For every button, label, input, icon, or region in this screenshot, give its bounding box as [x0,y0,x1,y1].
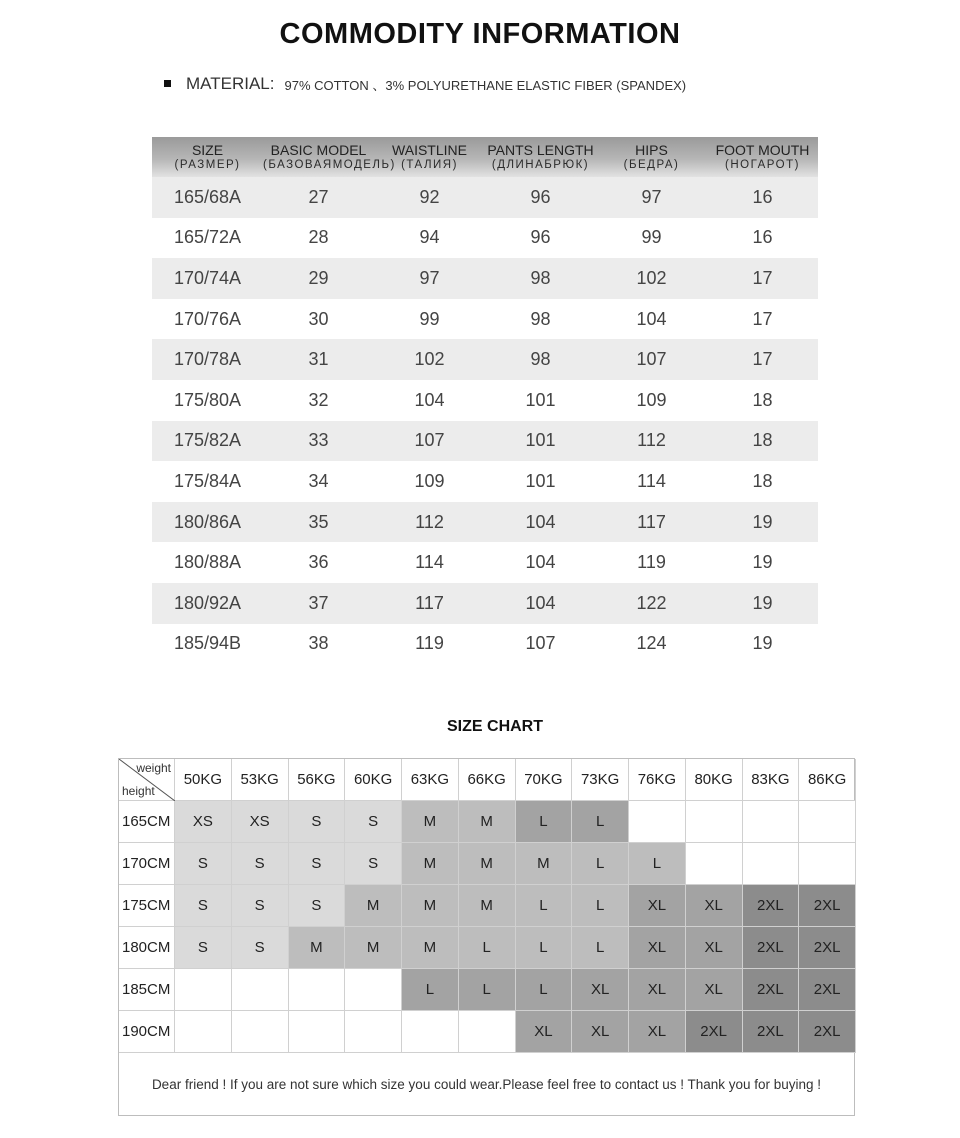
header-label-ru: (БАЗОВАЯМОДЕЛЬ) [263,158,396,171]
size-cell: M [516,843,573,885]
size-cell [232,969,289,1011]
size-cell [345,1011,402,1053]
weight-header-cell: 73KG [572,759,629,801]
table-cell: 19 [752,592,773,613]
size-cell: S [175,927,232,969]
size-cell: S [232,927,289,969]
size-cell: S [289,885,346,927]
table-cell: 117 [637,511,666,532]
size-chart-grid [119,759,856,1053]
header-cell [596,137,707,177]
height-label-cell: 180CM [119,927,175,969]
table-cell: 124 [636,633,667,654]
material-label: MATERIAL: [186,74,275,93]
size-chart-corner [119,759,175,801]
table-cell: 19 [752,552,773,573]
table-cell: 109 [636,389,667,410]
commodity-table-header [152,137,818,177]
table-cell: 17 [752,308,773,329]
size-cell [459,1011,516,1053]
table-row [152,380,818,421]
table-row [152,624,818,665]
table-cell: 170/78A [173,349,242,370]
table-cell: 102 [636,267,667,288]
corner-weight-label: weight [136,761,171,775]
size-cell [629,801,686,843]
header-cell [152,137,263,177]
height-label-cell: 190CM [119,1011,175,1053]
table-row [152,218,818,259]
size-cell: M [402,885,459,927]
size-cell: XL [572,1011,629,1053]
size-cell: S [345,843,402,885]
table-cell: 112 [637,430,666,451]
size-cell: M [402,843,459,885]
weight-header-cell: 56KG [289,759,346,801]
corner-height-label: height [122,784,155,798]
table-cell: 104 [414,389,445,410]
material-line [164,73,686,95]
table-cell: 119 [415,633,444,654]
size-cell [175,969,232,1011]
size-cell: 2XL [799,1011,856,1053]
header-cell [263,137,396,177]
size-cell: M [345,885,402,927]
table-cell: 92 [419,186,440,207]
header-label-en: HIPS [635,141,668,158]
size-cell: S [232,885,289,927]
table-cell: 18 [752,389,773,410]
table-cell: 175/82A [173,430,242,451]
table-cell: 32 [308,389,329,410]
table-cell: 180/92A [173,592,242,613]
size-cell: XL [686,927,743,969]
table-cell: 36 [308,552,329,573]
table-cell: 101 [525,389,556,410]
size-cell: L [402,969,459,1011]
table-cell: 19 [752,633,773,654]
size-cell: S [289,843,346,885]
size-cell [686,801,743,843]
table-cell: 18 [752,470,773,491]
size-cell: 2XL [799,885,856,927]
table-cell: 180/88A [173,552,242,573]
table-cell: 102 [414,349,445,370]
table-cell: 31 [308,349,329,370]
size-cell [289,1011,346,1053]
header-cell [485,137,596,177]
header-label-en: FOOT MOUTH [715,141,810,158]
size-cell: L [572,927,629,969]
size-cell: L [572,885,629,927]
table-cell: 28 [308,227,329,248]
size-cell: XL [629,927,686,969]
table-cell: 104 [525,552,556,573]
material-value: 97% COTTON 、3% POLYURETHANE ELASTIC FIBER (SPANDEX) [284,77,687,93]
table-cell: 107 [636,349,667,370]
size-cell: M [459,885,516,927]
size-cell: M [459,843,516,885]
size-cell: XL [572,969,629,1011]
height-label-cell: 185CM [119,969,175,1011]
size-cell: 2XL [799,969,856,1011]
size-cell: 2XL [799,927,856,969]
size-cell [743,801,800,843]
height-label-cell: 175CM [119,885,175,927]
weight-header-cell: 53KG [232,759,289,801]
table-cell: 96 [530,186,551,207]
table-cell: 104 [636,308,667,329]
table-cell: 37 [308,592,329,613]
table-cell: 33 [308,430,329,451]
table-cell: 34 [308,470,329,491]
size-cell: L [572,843,629,885]
table-cell: 114 [415,552,444,573]
size-cell [799,843,856,885]
table-cell: 98 [530,267,551,288]
size-cell: 2XL [743,927,800,969]
size-cell: S [289,801,346,843]
table-cell: 112 [415,511,444,532]
table-cell: 94 [419,227,440,248]
table-cell: 97 [419,267,440,288]
table-cell: 27 [308,186,329,207]
table-cell: 101 [525,430,556,451]
table-cell: 109 [414,470,445,491]
size-cell: XL [629,1011,686,1053]
header-label-en: SIZE [191,141,224,158]
header-label-en: BASIC MODEL [270,141,367,158]
size-cell [289,969,346,1011]
table-cell: 170/74A [173,267,242,288]
size-cell: L [459,927,516,969]
size-cell: M [345,927,402,969]
size-cell: XL [629,969,686,1011]
table-cell: 117 [415,592,444,613]
table-cell: 107 [525,633,556,654]
size-cell: L [516,885,573,927]
size-cell: 2XL [743,969,800,1011]
size-cell: S [175,843,232,885]
table-row [152,258,818,299]
size-cell: 2XL [743,1011,800,1053]
height-label-cell: 165CM [119,801,175,843]
table-cell: 99 [641,227,662,248]
size-cell [743,843,800,885]
table-cell: 165/72A [173,227,242,248]
weight-header-cell: 70KG [516,759,573,801]
weight-header-cell: 66KG [459,759,516,801]
size-cell [799,801,856,843]
header-label-en: PANTS LENGTH [487,141,594,158]
table-row [152,542,818,583]
table-cell: 107 [414,430,445,451]
header-cell [707,137,818,177]
size-cell: M [402,801,459,843]
table-cell: 98 [530,308,551,329]
size-cell: XL [686,969,743,1011]
weight-header-cell: 80KG [686,759,743,801]
header-label-ru: (ДЛИНАБРЮК) [491,158,590,171]
size-cell: XL [686,885,743,927]
size-cell: L [516,927,573,969]
table-row [152,339,818,380]
size-cell: 2XL [686,1011,743,1053]
table-cell: 170/76A [173,308,242,329]
table-cell: 97 [641,186,662,207]
size-cell [345,969,402,1011]
size-cell [232,1011,289,1053]
weight-header-cell: 60KG [345,759,402,801]
table-cell: 114 [637,470,666,491]
size-cell: L [516,801,573,843]
header-label-ru: (НОГАРОТ) [725,158,800,171]
size-chart [118,758,855,1116]
size-cell [175,1011,232,1053]
size-cell: L [516,969,573,1011]
table-cell: 35 [308,511,329,532]
size-cell: XL [516,1011,573,1053]
size-chart-title: SIZE CHART [447,718,543,735]
header-label-ru: (РАЗМЕР) [174,158,241,171]
table-cell: 16 [752,186,773,207]
table-row [152,177,818,218]
table-row [152,421,818,462]
table-cell: 18 [752,430,773,451]
weight-header-cell: 76KG [629,759,686,801]
size-cell: L [572,801,629,843]
size-chart-footer: Dear friend ! If you are not sure which size you could wear.Please feel free to contact us ! Thank you for buying ! [151,1077,822,1092]
table-cell: 17 [752,267,773,288]
size-cell: L [629,843,686,885]
header-label-ru: (ТАЛИЯ) [401,158,458,171]
table-cell: 175/80A [173,389,242,410]
size-cell: S [232,843,289,885]
table-cell: 30 [308,308,329,329]
size-cell: 2XL [743,885,800,927]
size-cell: XL [629,885,686,927]
table-cell: 38 [308,633,329,654]
table-cell: 16 [752,227,773,248]
weight-header-cell: 50KG [175,759,232,801]
header-label-ru: (БЕДРА) [623,158,680,171]
table-cell: 19 [752,511,773,532]
table-cell: 180/86A [173,511,242,532]
header-cell [374,137,485,177]
table-cell: 99 [419,308,440,329]
table-cell: 101 [525,470,556,491]
table-cell: 175/84A [173,470,242,491]
size-cell: M [459,801,516,843]
table-row [152,461,818,502]
table-cell: 185/94B [173,633,242,654]
size-cell: L [459,969,516,1011]
size-cell: M [402,927,459,969]
weight-header-cell: 83KG [743,759,800,801]
table-row [152,583,818,624]
table-cell: 96 [530,227,551,248]
table-cell: 122 [636,592,667,613]
table-cell: 165/68A [173,186,242,207]
bullet-icon [164,80,171,87]
header-label-en: WAISTLINE [392,141,467,158]
weight-header-cell: 63KG [402,759,459,801]
table-cell: 98 [530,349,551,370]
size-cell: S [345,801,402,843]
table-cell: 119 [637,552,666,573]
size-cell [402,1011,459,1053]
commodity-table [152,137,818,664]
size-cell [686,843,743,885]
table-cell: 29 [308,267,329,288]
table-row [152,299,818,340]
size-cell: M [289,927,346,969]
height-label-cell: 170CM [119,843,175,885]
weight-header-cell: 86KG [799,759,856,801]
page-title: COMMODITY INFORMATION [279,18,681,50]
table-row [152,502,818,543]
table-cell: 104 [525,511,556,532]
size-cell: XS [232,801,289,843]
table-cell: 17 [752,349,773,370]
table-cell: 104 [525,592,556,613]
size-cell: S [175,885,232,927]
size-cell: XS [175,801,232,843]
